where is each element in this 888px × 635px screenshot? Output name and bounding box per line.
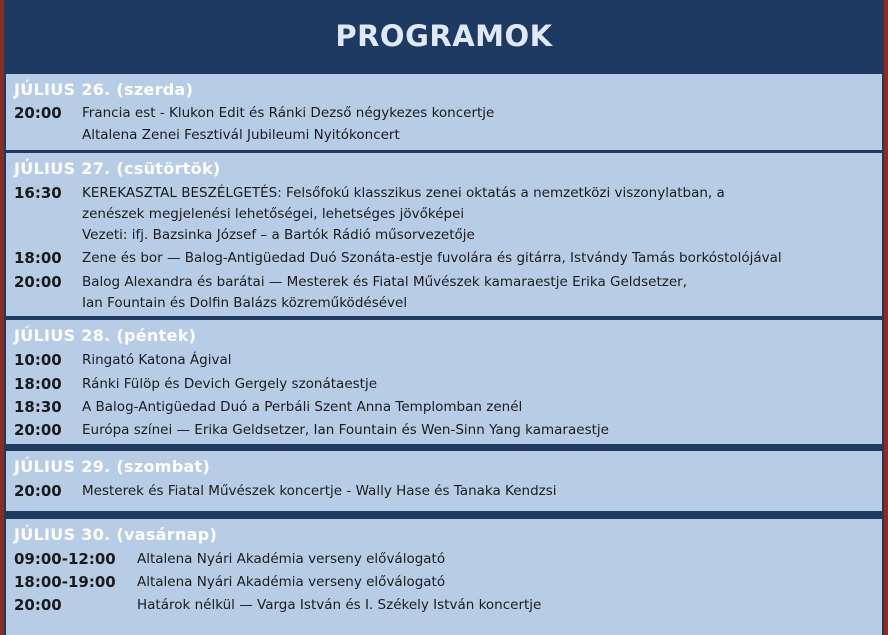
event-time: 20:00 bbox=[14, 273, 62, 291]
day-heading: JÚLIUS 27. (csütörtök) bbox=[14, 159, 221, 178]
day-heading: JÚLIUS 30. (vasárnap) bbox=[14, 525, 218, 544]
event-time: 16:30 bbox=[14, 184, 62, 202]
event-description: Európa színei — Erika Geldsetzer, Ian Fountain és Wen-Sinn Yang kamaraestje bbox=[82, 422, 609, 438]
day-heading: JÚLIUS 28. (péntek) bbox=[14, 326, 197, 345]
event-time: 10:00 bbox=[14, 351, 62, 369]
day-section bbox=[6, 451, 882, 511]
event-time: 20:00 bbox=[14, 104, 62, 122]
event-time: 18:30 bbox=[14, 398, 62, 416]
event-time: 20:00 bbox=[14, 421, 62, 439]
program-poster bbox=[4, 0, 884, 635]
event-description: Ian Fountain és Dolfin Balázs közreműködésével bbox=[82, 295, 408, 311]
event-time: 18:00 bbox=[14, 249, 62, 267]
event-description: Francia est - Klukon Edit és Ránki Dezső négykezes koncertje bbox=[82, 105, 495, 121]
day-heading: JÚLIUS 29. (szombat) bbox=[14, 457, 211, 476]
event-time: 18:00-19:00 bbox=[14, 573, 116, 591]
day-section bbox=[6, 519, 882, 635]
day-heading: JÚLIUS 26. (szerda) bbox=[14, 80, 194, 99]
event-description: A Balog-Antigüedad Duó a Perbáli Szent Anna Templomban zenél bbox=[82, 399, 523, 415]
event-description: Ránki Fülöp és Devich Gergely szonátaestje bbox=[82, 376, 378, 392]
event-description: Vezeti: ifj. Bazsinka József – a Bartók Rádió műsorvezetője bbox=[82, 227, 475, 243]
event-description: Zene és bor — Balog-Antigüedad Duó Szonáta-estje fuvolára és gitárra, Istvándy Tamás borkóstolójával bbox=[82, 250, 782, 266]
event-description: KEREKASZTAL BESZÉLGETÉS: Felsőfokú klasszikus zenei oktatás a nemzetközi viszonylatban, a bbox=[82, 185, 725, 201]
header-banner bbox=[4, 0, 884, 72]
day-section bbox=[6, 320, 882, 444]
event-time: 18:00 bbox=[14, 375, 62, 393]
event-description: Altalena Nyári Akadémia verseny előválogató bbox=[137, 574, 446, 590]
day-section bbox=[6, 153, 882, 316]
event-description: Altalena Nyári Akadémia verseny előválogató bbox=[137, 551, 446, 567]
page-title: PROGRAMOK bbox=[335, 19, 553, 53]
event-description: Ringató Katona Ágival bbox=[82, 352, 232, 368]
event-description: Határok nélkül — Varga István és I. Székely István koncertje bbox=[137, 597, 542, 613]
event-time: 20:00 bbox=[14, 596, 62, 614]
event-description: Mesterek és Fiatal Művészek koncertje - Wally Hase és Tanaka Kendzsi bbox=[82, 483, 557, 499]
event-description: Balog Alexandra és barátai — Mesterek és Fiatal Művészek kamaraestje Erika Geldsetzer, bbox=[82, 274, 687, 290]
event-description: zenészek megjelenési lehetőségei, lehetséges jövőképei bbox=[82, 206, 465, 222]
event-time: 09:00-12:00 bbox=[14, 550, 116, 568]
day-section bbox=[6, 74, 882, 150]
event-time: 20:00 bbox=[14, 482, 62, 500]
event-description: Altalena Zenei Fesztivál Jubileumi Nyitókoncert bbox=[82, 127, 400, 143]
